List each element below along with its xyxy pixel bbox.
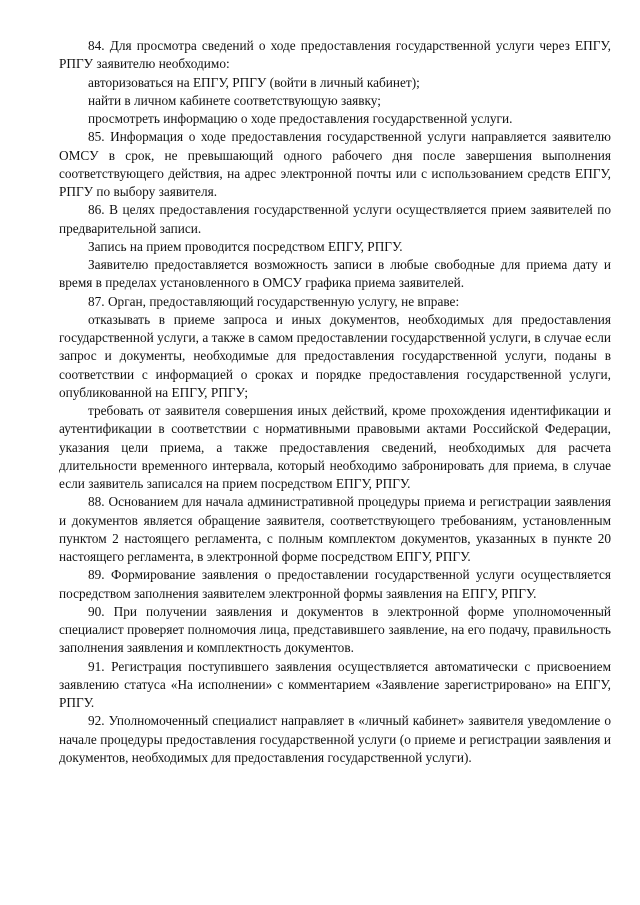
paragraph-92: 92. Уполномоченный специалист направляет в «личный кабинет» заявителя уведомление о начале процедуры предоставления государственной услуги (о приеме и регистрации заявления и документов, необходимых для предоставления государственной услуги).: [59, 713, 611, 765]
paragraph-84-step-find-request: найти в личном кабинете соответствующую заявку;: [88, 92, 381, 108]
paragraph-87-item-refuse: отказывать в приеме запроса и иных документов, необходимых для предоставления государственной услуги, а также в самом предоставлении государственной услуги, в случае если запрос и документы, необходимые для предоставления государственной услуги, поданы в соответствии с информацией о сроках и порядке предоставления государственной услуги, опубликованной на ЕПГУ, РПГУ;: [59, 311, 611, 400]
paragraph-87-item-require: требовать от заявителя совершения иных действий, кроме прохождения идентификации и аутентификации в соответствии с нормативными правовыми актами Российской Федерации, указания цели приема, а также предоставления сведений, необходимых для расчета длительности временного интервала, который необходимо забронировать для приема, в случае если заявитель записался на прием посредством ЕПГУ, РПГУ.: [59, 403, 611, 491]
paragraph-86-appointment: Запись на прием проводится посредством ЕПГУ, РПГУ.: [88, 238, 403, 254]
paragraph-84-step-authorize: авторизоваться на ЕПГУ, РПГУ (войти в личный кабинет);: [88, 74, 420, 90]
paragraph-90: 90. При получении заявления и документов в электронной форме уполномоченный специалист проверяет полномочия лица, представившего заявление, на его подачу, правильность заполнения заявления и комплектность документов.: [59, 603, 611, 656]
paragraph-86-schedule: Заявителю предоставляется возможность записи в любые свободные для приема дату и время в пределах установленного в ОМСУ графика приема заявителей.: [59, 257, 611, 291]
paragraph-84-intro: 84. Для просмотра сведений о ходе предоставления государственной услуги через ЕПГУ, РПГУ заявителю необходимо:: [59, 38, 611, 72]
document-page: [59, 37, 611, 767]
paragraph-84-step-view-info: просмотреть информацию о ходе предоставления государственной услуги.: [88, 111, 513, 126]
paragraph-87-intro: 87. Орган, предоставляющий государственную услугу, не вправе:: [88, 293, 460, 309]
paragraph-88: 88. Основанием для начала административной процедуры приема и регистрации заявления и документов является обращение заявителя, соответствующего требованиям, установленным пунктом 2 настоящего регламента, с полным комплектом документов, указанных в пункте 20 настоящего регламента, в электронной форме посредством ЕПГУ, РПГУ.: [59, 494, 611, 564]
paragraph-85: 85. Информация о ходе предоставления государственной услуги направляется заявителю ОМСУ в срок, не превышающий одного рабочего дня после завершения выполнения соответствующего действия, на адрес электронной почты или с использованием средств ЕПГУ, РПГУ по выбору заявителя.: [59, 129, 611, 199]
paragraph-89: 89. Формирование заявления о предоставлении государственной услуги осуществляется посредством заполнения заявителем электронной формы заявления на ЕПГУ, РПГУ.: [59, 567, 611, 601]
paragraph-86: 86. В целях предоставления государственной услуги осуществляется прием заявителей по предварительной записи.: [59, 202, 611, 236]
paragraph-91: 91. Регистрация поступившего заявления осуществляется автоматически с присвоением заявлению статуса «На исполнении» с комментарием «Заявление зарегистрировано» на ЕПГУ, РПГУ.: [59, 658, 611, 710]
